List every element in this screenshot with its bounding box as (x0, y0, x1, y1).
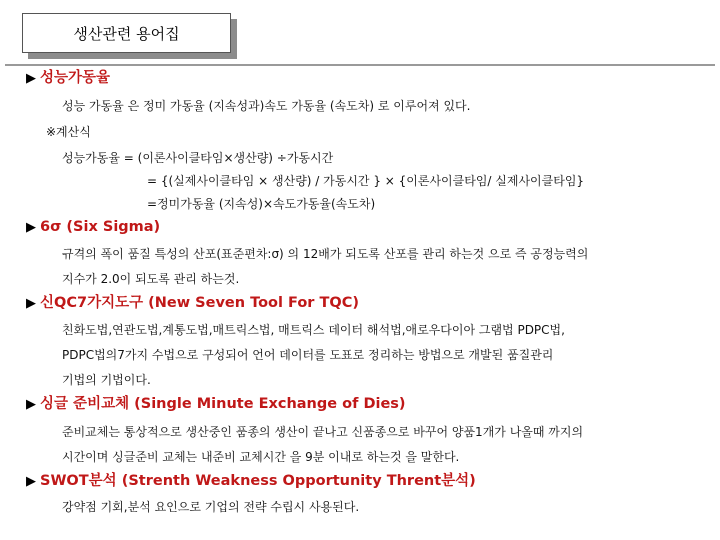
section-text: 준비교체는 통상적으로 생산중인 품종의 생산이 끝나고 신품종으로 바꾸어 양품1개가 나올때 까지의 (62, 425, 584, 439)
formula-line: =정미가동율 (지속성)×속도가동율(속도차) (147, 197, 376, 211)
triangle-bullet-icon: ▶ (26, 397, 36, 412)
section-heading: ▶ 신QC7가지도구 (New Seven Tool For TQC) (26, 295, 359, 311)
section-heading: ▶ 싱글 준비교체 (Single Minute Exchange of Dies) (26, 396, 406, 412)
section-text: 성능 가동율 은 정미 가동율 (지속성과)속도 가동율 (속도차) 로 이루어져 있다. (62, 99, 471, 113)
section-heading: ▶ 6σ (Six Sigma) (26, 219, 161, 235)
formula-label: ※계산식 (46, 125, 91, 139)
section-text: 친화도법,연관도법,계통도법,매트릭스법, 매트릭스 데이터 해석법,애로우다이아 그램법 PDPC법, (62, 323, 565, 337)
section-text: 규격의 폭이 품질 특성의 산포(표준편차:σ) 의 12배가 되도록 산포를 관리 하는것 으로 즉 공정능력의 (62, 247, 589, 261)
section-heading: ▶ 성능가동율 (26, 70, 111, 86)
section-heading: ▶ SWOT분석 (Strenth Weakness Opportunity Thrent분석) (26, 473, 476, 489)
section-text: 시간이며 싱글준비 교체는 내준비 교체시간 을 9분 이내로 하는것 을 말한다. (62, 450, 460, 464)
formula-line: 성능가동율 = (이론사이클타임×생산량) ÷가동시간 (62, 151, 334, 165)
formula-line: = {(실제사이클타임 × 생산량) / 가동시간 } × {이론사이클타임/ 실제사이클타임} (147, 174, 585, 188)
section-text: 지수가 2.0이 되도록 관리 하는것. (62, 272, 240, 286)
triangle-bullet-icon: ▶ (26, 296, 36, 311)
page-title: 생산관련 용어집 (22, 13, 231, 53)
section-text: PDPC법의7가지 수법으로 구성되어 언어 데이터를 도표로 정리하는 방법으로 개발된 품질관리 (62, 348, 554, 362)
triangle-bullet-icon: ▶ (26, 71, 36, 86)
triangle-bullet-icon: ▶ (26, 474, 36, 489)
section-text: 강약점 기회,분석 요인으로 기업의 전략 수립시 사용된다. (62, 500, 360, 514)
triangle-bullet-icon: ▶ (26, 220, 36, 235)
section-text: 기법의 기법이다. (62, 373, 151, 387)
